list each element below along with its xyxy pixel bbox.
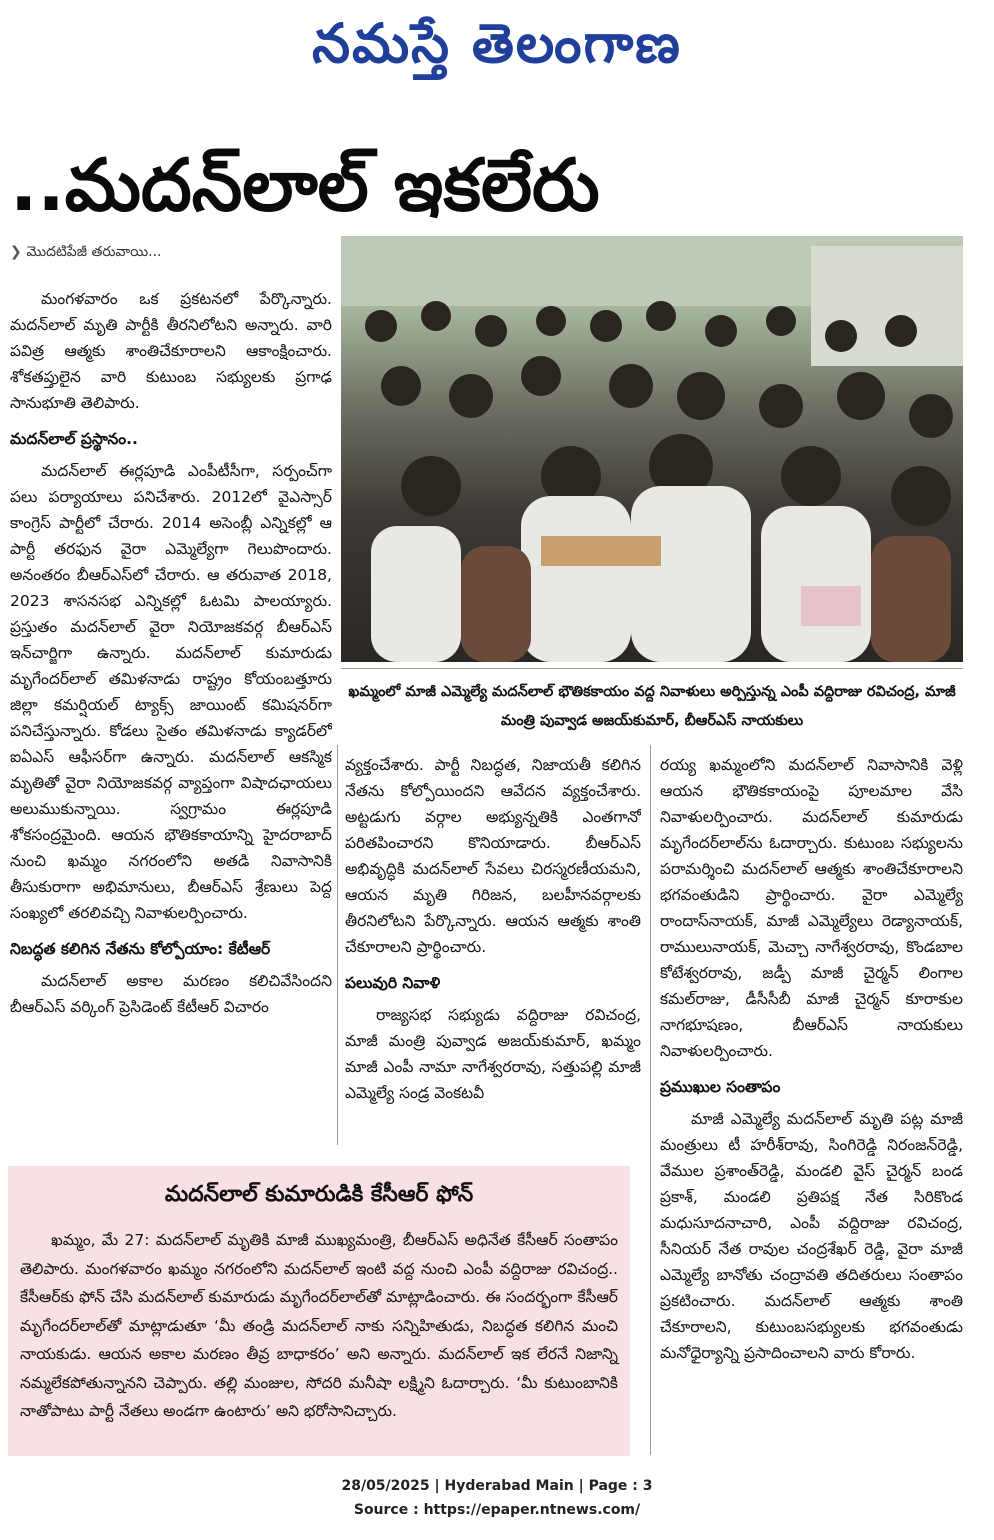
col2-paragraph-1: వ్యక్తంచేశారు. పార్టీ నిబద్ధత, నిజాయతీ కలిగిన నేతను కోల్పోయిందని ఆవేదన వ్యక్తంచేశారు. అట్టడుగు వర్గాల అభ్యున్నతికి ఎంతగానో పరితపించారని కొనియాడారు. బీఆర్‌ఎస్ అభివృద్ధికి మదన్‌లాల్ సేవలు చిరస్మరణీయమని, ఆయన మృతి గిరిజన, బలహీనవర్గాలకు తీరనిలోటని పేర్కొన్నారు. ఆయన ఆత్మకు శాంతి చేకూరాలని ప్రార్థించారు.: [345, 756, 641, 956]
col3-paragraph-1: రయ్య ఖమ్మంలోని మదన్‌లాల్ నివాసానికి వెళ్లి ఆయన భౌతికకాయంపై పూలమాల వేసి నివాళులర్పించారు. మదన్‌లాల్ కుమారుడు మృగేందర్‌లాల్‌ను ఓదార్చారు. కుటుంబ సభ్యులను పరామర్శించి మదన్‌లాల్ ఆత్మకు శాంతిచేకూరాలని భగవంతుడిని ప్రార్థించారు. వైరా ఎమ్మెల్యే రాందాస్‌నాయక్, మాజీ ఎమ్మెల్యేలు రెడ్యానాయక్, రాములునాయక్, మెచ్చా నాగేశ్వరరావు, కొండబాల కోటేశ్వరరావు, జడ్పీ మాజీ చైర్మన్ లింగాల కమల్‌రాజు, డీసీసీబీ మాజీ చైర్మన్ కూరాకుల నాగభూషణం, బీఆర్‌ఎస్ నాయకులు నివాళులర్పించారు.: [660, 756, 963, 1060]
caption-rule: [341, 668, 963, 669]
chevron-right-icon: ❯: [10, 244, 22, 260]
col3-paragraph-2: మాజీ ఎమ్మెల్యే మదన్‌లాల్ మృతి పట్ల మాజీ మంత్రులు టీ హరీశ్‌రావు, సింగిరెడ్డి నిరంజన్‌రెడ్డి, వేముల ప్రశాంత్‌రెడ్డి, మండలి వైస్ చైర్మన్ బండ ప్రకాశ్, మండలి ప్రతిపక్ష నేత సిరికొండ మధుసూదనాచారి, ఎంపీ వద్దిరాజు రవిచంద్ర, సీనియర్ నేత రావుల చంద్రశేఖర్ రెడ్డి, వైరా మాజీ ఎమ్మెల్యే బానోతు చంద్రావతి తదితరులు సంతాపం ప్రకటించారు. మదన్‌లాల్ ఆత్మకు శాంతి చేకూరాలని, కుటుంబసభ్యులకు భగవంతుడు మనోధైర్యాన్ని ప్రసాదించాలని వారు కోరారు.: [660, 1110, 963, 1362]
crowd-photo-illustration: [341, 236, 963, 662]
box-text: ఖమ్మం, మే 27: మదన్‌లాల్ మృతికి మాజీ ముఖ్యమంత్రి, బీఆర్‌ఎస్ అధినేత కేసీఆర్ సంతాపం తెలిపారు. మంగళవారం ఖమ్మం నగరంలోని మదన్‌లాల్ ఇంటి వద్ద నుంచి ఎంపీ వద్దిరాజు రవిచంద్ర.. కేసీఆర్‌కు ఫోన్ చేసి మదన్‌లాల్ కుమారుడు మృగేందర్‌లాల్‌తో మాట్లాడించారు. ఈ సందర్భంగా కేసీఆర్ మృగేందర్‌లాల్‌తో మాట్లాడుతూ ‘మీ తండ్రి మదన్‌లాల్ నాకు సన్నిహితుడు, నిబద్ధత కలిగిన మంచి నాయకుడు. ఆయన అకాల మరణం తీవ్ర బాధాకరం’ అని అన్నారు. మదన్‌లాల్ ఇక లేరనే నిజాన్ని నమ్మలేకపోతున్నానని చెప్పారు. తల్లి మంజుల, సోదరి మనీషా లక్ష్మిని ఓదార్చారు. ‘మీ కుటుంబానికి నాతోపాటు పార్టీ నేతలు అండగా ఉంటారు’ అని భరోసానిచ్చారు.: [20, 1231, 618, 1420]
footer-date-edition: 28/05/2025 | Hyderabad Main | Page : 3: [341, 1478, 653, 1494]
continuation-label: [10, 244, 330, 266]
col1-paragraph-3: మదన్‌లాల్ అకాల మరణం కలిచివేసిందని బీఆర్‌ఎస్ వర్కింగ్ ప్రెసిడెంట్ కేటీఆర్ విచారం: [10, 972, 332, 1016]
col2-subheading-1: పలువురి నివాళి: [345, 974, 441, 992]
col3-subheading-1: ప్రముఖుల సంతాపం: [660, 1078, 781, 1096]
continuation-text: మొదటిపేజీ తరువాయి...: [26, 244, 162, 260]
col2-paragraph-2: రాజ్యసభ సభ్యుడు వద్దిరాజు రవిచంద్ర, మాజీ మంత్రి పువ్వాడ అజయ్‌కుమార్, ఖమ్మం మాజీ ఎంపీ నామా నాగేశ్వరరావు, సత్తుపల్లి మాజీ ఎమ్మెల్యే సండ్ర వెంకటవీ: [345, 1006, 641, 1102]
page-headline: ..మదన్‌లాల్ ఇకలేరు: [10, 143, 600, 227]
article-column-3: [660, 752, 963, 1462]
photo-caption: ఖమ్మంలో మాజీ ఎమ్మెల్యే మదన్‌లాల్ భౌతికకాయం వద్ద నివాళులు అర్పిస్తున్న ఎంపీ వద్దిరాజు రవిచంద్ర, మాజీ మంత్రి పువ్వాడ అజయ్‌కుమార్, బీఆర్‌ఎస్ నాయకులు: [348, 684, 956, 729]
col1-subheading-2: నిబద్ధత కలిగిన నేతను కోల్పోయాం: కేటీఆర్: [10, 940, 271, 958]
column-divider: [337, 745, 338, 1145]
col1-paragraph-1: మంగళవారం ఒక ప్రకటనలో పేర్కొన్నారు. మదన్‌లాల్ మృతి పార్టీకి తీరనిలోటని అన్నారు. వారి పవిత్ర ఆత్మకు శాంతిచేకూరాలని ఆకాంక్షించారు. శోకతప్తులైన వారి కుటుంబ సభ్యులకు ప్రగాఢ సానుభూతి తెలిపారు.: [10, 290, 332, 412]
col1-paragraph-2: మదన్‌లాల్ ఈర్లపూడి ఎంపీటీసీగా, సర్పంచ్‌గా పలు పర్యాయాలు పనిచేశారు. 2012లో వైఎస్సార్ కాంగ్రెస్ పార్టీలో చేరారు. 2014 అసెంబ్లీ ఎన్నికల్లో ఆ పార్టీ తరఫున వైరా ఎమ్మెల్యేగా గెలుపొందారు. అనంతరం బీఆర్‌ఎస్‌లో చేరారు. ఆ తరువాత 2018, 2023 శాసనసభ ఎన్నికల్లో ఓటమి పాలయ్యారు. ప్రస్తుతం మదన్‌లాల్ వైరా నియోజకవర్గ బీఆర్‌ఎస్ ఇన్‌చార్జిగా ఉన్నారు. మదన్‌లాల్ కుమారుడు మృగేందర్‌లాల్ తమిళనాడు రాష్ట్రం కోయంబత్తూరు జిల్లా కమర్షియల్ ట్యాక్స్ జాయింట్ కమిషనర్‌గా పనిచేస్తున్నారు. కోడలు సైతం తమిళనాడు క్యాడర్‌లో ఐఏఎస్ ఆఫీసర్‌గా ఉన్నారు. మదన్‌లాల్ ఆకస్మిక మృతితో వైరా నియోజకవర్గ వ్యాప్తంగా విషాదఛాయలు అలుముకున్నాయి. స్వగ్రామం ఈర్లపూడి శోకసంద్రమైంది. ఆయన భౌతికకాయాన్ని హైదరాబాద్ నుంచి ఖమ్మం నగరంలోని అతడి నివాసానికి తీసుకురాగా అభిమానులు, బీఆర్‌ఎస్ శ్రేణులు పెద్ద సంఖ్యలో తరలివచ్చి నివాళులర్పించారు.: [10, 462, 332, 922]
news-photo: [341, 236, 963, 662]
article-column-1: [10, 286, 332, 1156]
article-column-2: [345, 752, 641, 1147]
newspaper-masthead: నమస్తే తెలంగాణ: [312, 11, 682, 75]
column-divider: [650, 745, 651, 1455]
box-title: మదన్‌లాల్ కుమారుడికి కేసీఆర్ ఫోన్: [164, 1182, 474, 1207]
kcr-phone-call-box: [8, 1166, 630, 1456]
footer-source: Source : https://epaper.ntnews.com/: [353, 1502, 641, 1518]
col1-subheading-1: మదన్‌లాల్ ప్రస్థానం..: [10, 430, 138, 448]
